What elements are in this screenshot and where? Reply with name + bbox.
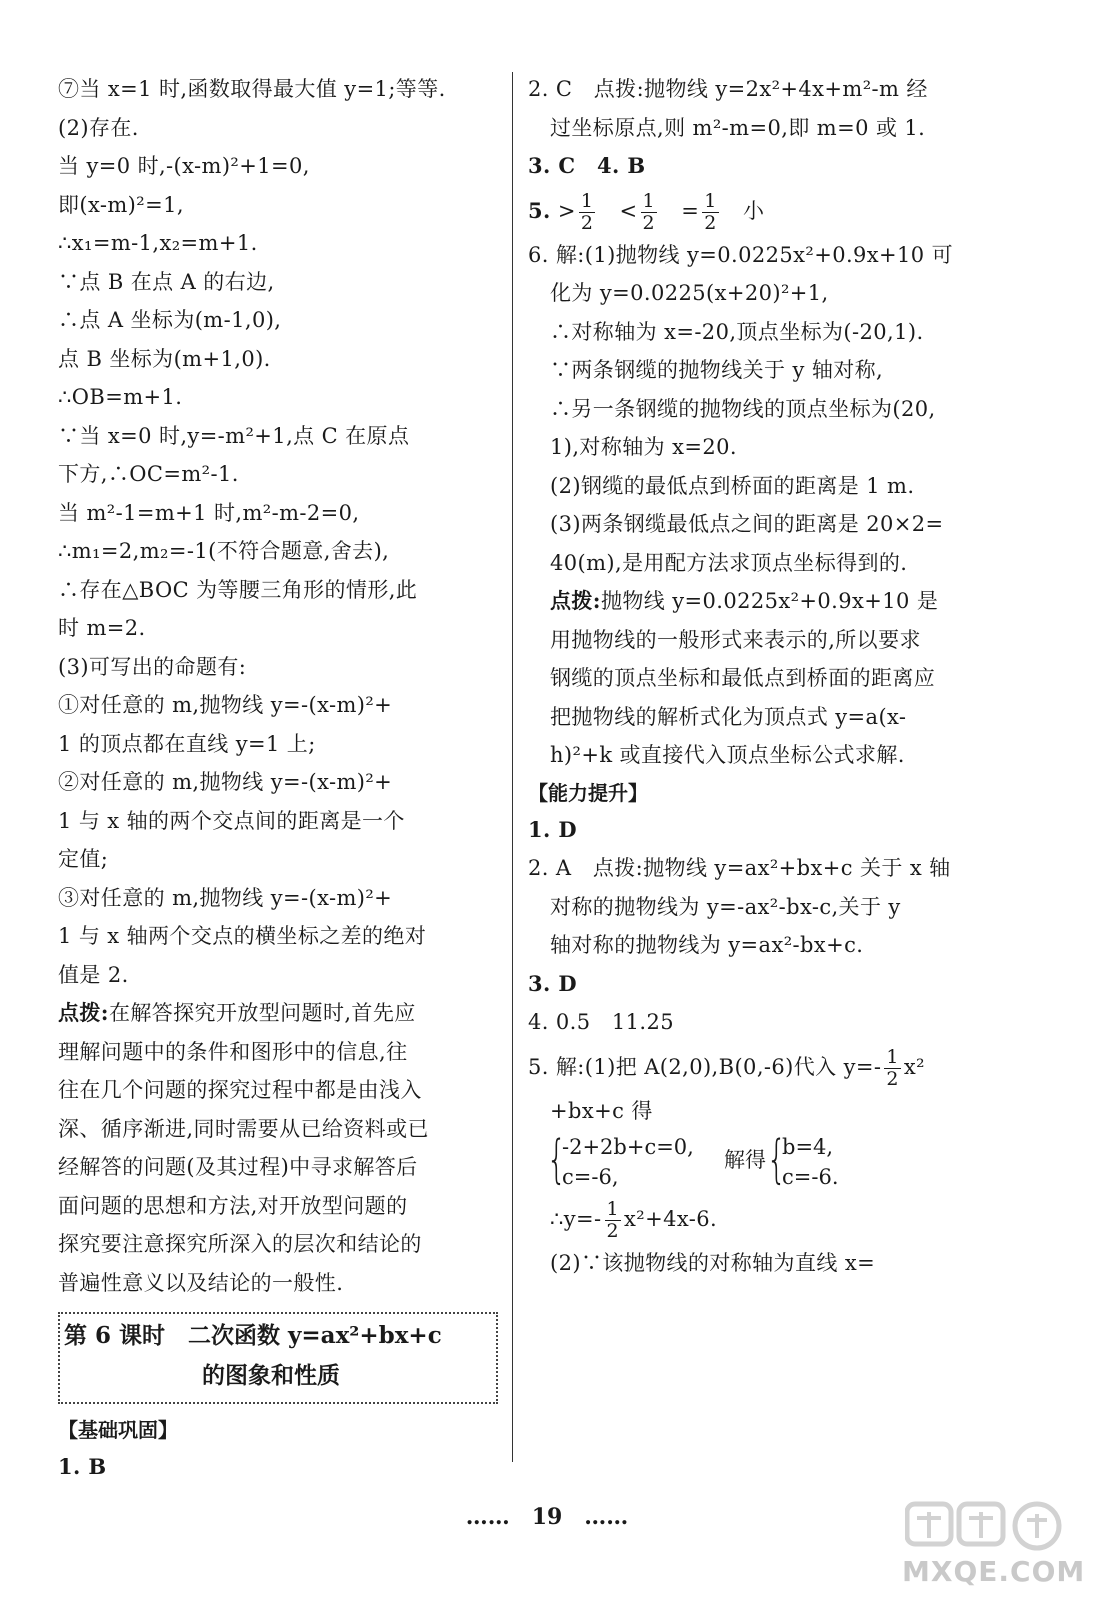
system-eq1: -2+2b+c=0, [562, 1135, 694, 1159]
right-column [528, 70, 980, 1283]
text-line: ⑦当 x=1 时,函数取得最大值 y=1;等等. [58, 77, 446, 101]
adv-q5-part2: (2)∵该抛物线的对称轴为直线 x= [550, 1251, 876, 1275]
text-line: 1),对称轴为 x=20. [550, 435, 737, 459]
text-line: (2)钢缆的最低点到桥面的距离是 1 m. [550, 473, 915, 498]
q2-line1: 2. C 点拨:抛物线 y=2x²+4x+m²-m 经 [528, 77, 928, 101]
adv-answer-4: 4. 0.5 11.25 [528, 1010, 675, 1034]
fraction-half: $\frac{1}{2}$ [580, 189, 594, 234]
right-brace: { [766, 1130, 787, 1190]
text-line: 下方,∴OC=m²-1. [58, 462, 239, 486]
section-advanced-heading: 【能力提升】 [528, 780, 648, 805]
text-line: 6. 解:(1)抛物线 y=0.0225x²+0.9x+10 可 [528, 242, 954, 267]
text-line: 化为 y=0.0225(x+20)²+1, [550, 281, 829, 305]
text-line: 经解答的问题(及其过程)中寻求解答后 [58, 1155, 418, 1179]
text-line: ∴m₁=2,m₂=-1(不符合题意,舍去), [58, 539, 390, 563]
solve-word: 解得 [724, 1148, 766, 1172]
text-line: ①对任意的 m,抛物线 y=-(x-m)²+ [58, 693, 393, 717]
text-line: 用抛物线的一般形式来表示的,所以要求 [550, 627, 921, 652]
tip-continuation [58, 1033, 506, 1303]
adv-answer-1: 1. D [528, 816, 578, 842]
text-line: 往在几个问题的探究过程中都是由浅入 [58, 1078, 422, 1102]
page-number: …… 19 …… [465, 1504, 629, 1530]
adv-q5-line2: +bx+c 得 [550, 1098, 653, 1123]
text-line: 钢缆的顶点坐标和最低点到桥面的距离应 [550, 666, 936, 690]
fraction-half: $\frac{1}{2}$ [606, 1198, 620, 1242]
text-line: ∴存在△BOC 为等腰三角形的情形,此 [58, 577, 418, 602]
q6-tip-label: 点拨: [550, 588, 601, 613]
text-line: ∵点 B 在点 A 的右边, [58, 269, 275, 294]
text-line: ∵当 x=0 时,y=-m²+1,点 C 在原点 [58, 423, 410, 448]
text-line: 普遍性意义以及结论的一般性. [58, 1270, 344, 1295]
text-line: 1 与 x 轴两个交点的横坐标之差的绝对 [58, 924, 427, 948]
tip-label: 点拨: [58, 1000, 109, 1025]
q6-solution [528, 236, 980, 583]
adv-answer-3: 3. D [528, 970, 578, 996]
text-line: ∴OB=m+1. [58, 385, 183, 409]
adv-q2-line2: 对称的抛物线为 y=-ax²-bx-c,关于 y [550, 894, 901, 919]
system-eq2: c=-6, [562, 1165, 619, 1189]
fraction-half: $\frac{1}{2}$ [886, 1045, 899, 1090]
fraction-half: $\frac{1}{2}$ [642, 189, 656, 234]
text-line: h)²+k 或直接代入顶点坐标公式求解. [550, 743, 905, 767]
text-line: ∴对称轴为 x=-20,顶点坐标为(-20,1). [550, 319, 924, 344]
text-line: 时 m=2. [58, 616, 146, 640]
text-line: (3)两条钢缆最低点之间的距离是 20×2= [550, 512, 944, 536]
text-line: ②对任意的 m,抛物线 y=-(x-m)²+ [58, 770, 393, 794]
text-line: 把抛物线的解析式化为顶点式 y=a(x- [550, 704, 907, 729]
left-column [58, 70, 506, 1487]
text-line: 面问题的思想和方法,对开放型问题的 [58, 1193, 408, 1218]
q3-q4-answers: 3. C 4. B [528, 153, 646, 178]
watermark-text: MXQE.COM [902, 1555, 1086, 1588]
result-expression: ∴y=- $\frac{1}{2}$ x²+4x-6. [550, 1198, 718, 1242]
text-line: 定值; [58, 847, 109, 871]
text-line: ∵两条钢缆的抛物线关于 y 轴对称, [550, 358, 884, 382]
text-line: 40(m),是用配方法求顶点坐标得到的. [550, 550, 908, 575]
adv-q2-line3: 轴对称的抛物线为 y=ax²-bx+c. [550, 933, 864, 957]
text-line: 即(x-m)²=1, [58, 192, 184, 217]
adv-q5-line1: 5. 解:(1)把 A(2,0),B(0,-6)代入 y=- $\frac{1}{2}$ x² [528, 1045, 925, 1090]
solution-b: b=4, [782, 1135, 834, 1159]
lesson-title-line2: 的图象和性质 [202, 1362, 340, 1389]
solution-c: c=-6. [782, 1165, 839, 1189]
text-line: 理解问题中的条件和图形中的信息,往 [58, 1039, 408, 1064]
lesson-title-box [58, 1312, 498, 1404]
text-line: (2)存在. [58, 115, 139, 140]
text-line: 值是 2. [58, 962, 129, 987]
text-line: 1 与 x 轴的两个交点间的距离是一个 [58, 808, 405, 833]
lesson-title-line1: 第 6 课时 二次函数 y=ax²+bx+c [64, 1322, 442, 1349]
text-line: ∴点 A 坐标为(m-1,0), [58, 308, 282, 332]
text-line: 当 m²-1=m+1 时,m²-m-2=0, [58, 500, 360, 525]
text-line: ③对任意的 m,抛物线 y=-(x-m)²+ [58, 885, 393, 910]
text-line: 点 B 坐标为(m+1,0). [58, 346, 271, 371]
text-line: (3)可写出的命题有: [58, 654, 247, 679]
q6-tip-continuation [528, 621, 980, 775]
text-line: ∴另一条钢缆的抛物线的顶点坐标为(20, [550, 396, 936, 421]
text-line: 探究要注意探究所深入的层次和结论的 [58, 1232, 422, 1256]
adv-q2-line1: 2. A 点拨:抛物线 y=ax²+bx+c 关于 x 轴 [528, 856, 951, 880]
answer-1: 1. B [58, 1454, 107, 1479]
left-solution-lines [58, 70, 506, 994]
q2-line2: 过坐标原点,则 m²-m=0,即 m=0 或 1. [550, 115, 926, 140]
text-line: ∴x₁=m-1,x₂=m+1. [58, 231, 258, 255]
text-line: 1 的顶点都在直线 y=1 上; [58, 731, 316, 756]
left-brace: { [546, 1130, 567, 1190]
q6-tip-paragraph: 点拨:抛物线 y=0.0225x²+0.9x+10 是 [550, 588, 939, 613]
q5-answer: 5. > $\frac{1}{2}$ < $\frac{1}{2}$ = $\frac{1}{2}$ 小 [528, 189, 765, 234]
equation-system [528, 1130, 980, 1194]
text-line: 深、循序渐进,同时需要从已给资料或已 [58, 1116, 429, 1141]
column-divider [512, 72, 513, 1462]
fraction-half: $\frac{1}{2}$ [704, 189, 717, 234]
section-basic-heading: 【基础巩固】 [58, 1418, 178, 1442]
text-line: 当 y=0 时,-(x-m)²+1=0, [58, 154, 310, 178]
tip-paragraph: 点拨:在解答探究开放型问题时,首先应 [58, 1000, 416, 1025]
